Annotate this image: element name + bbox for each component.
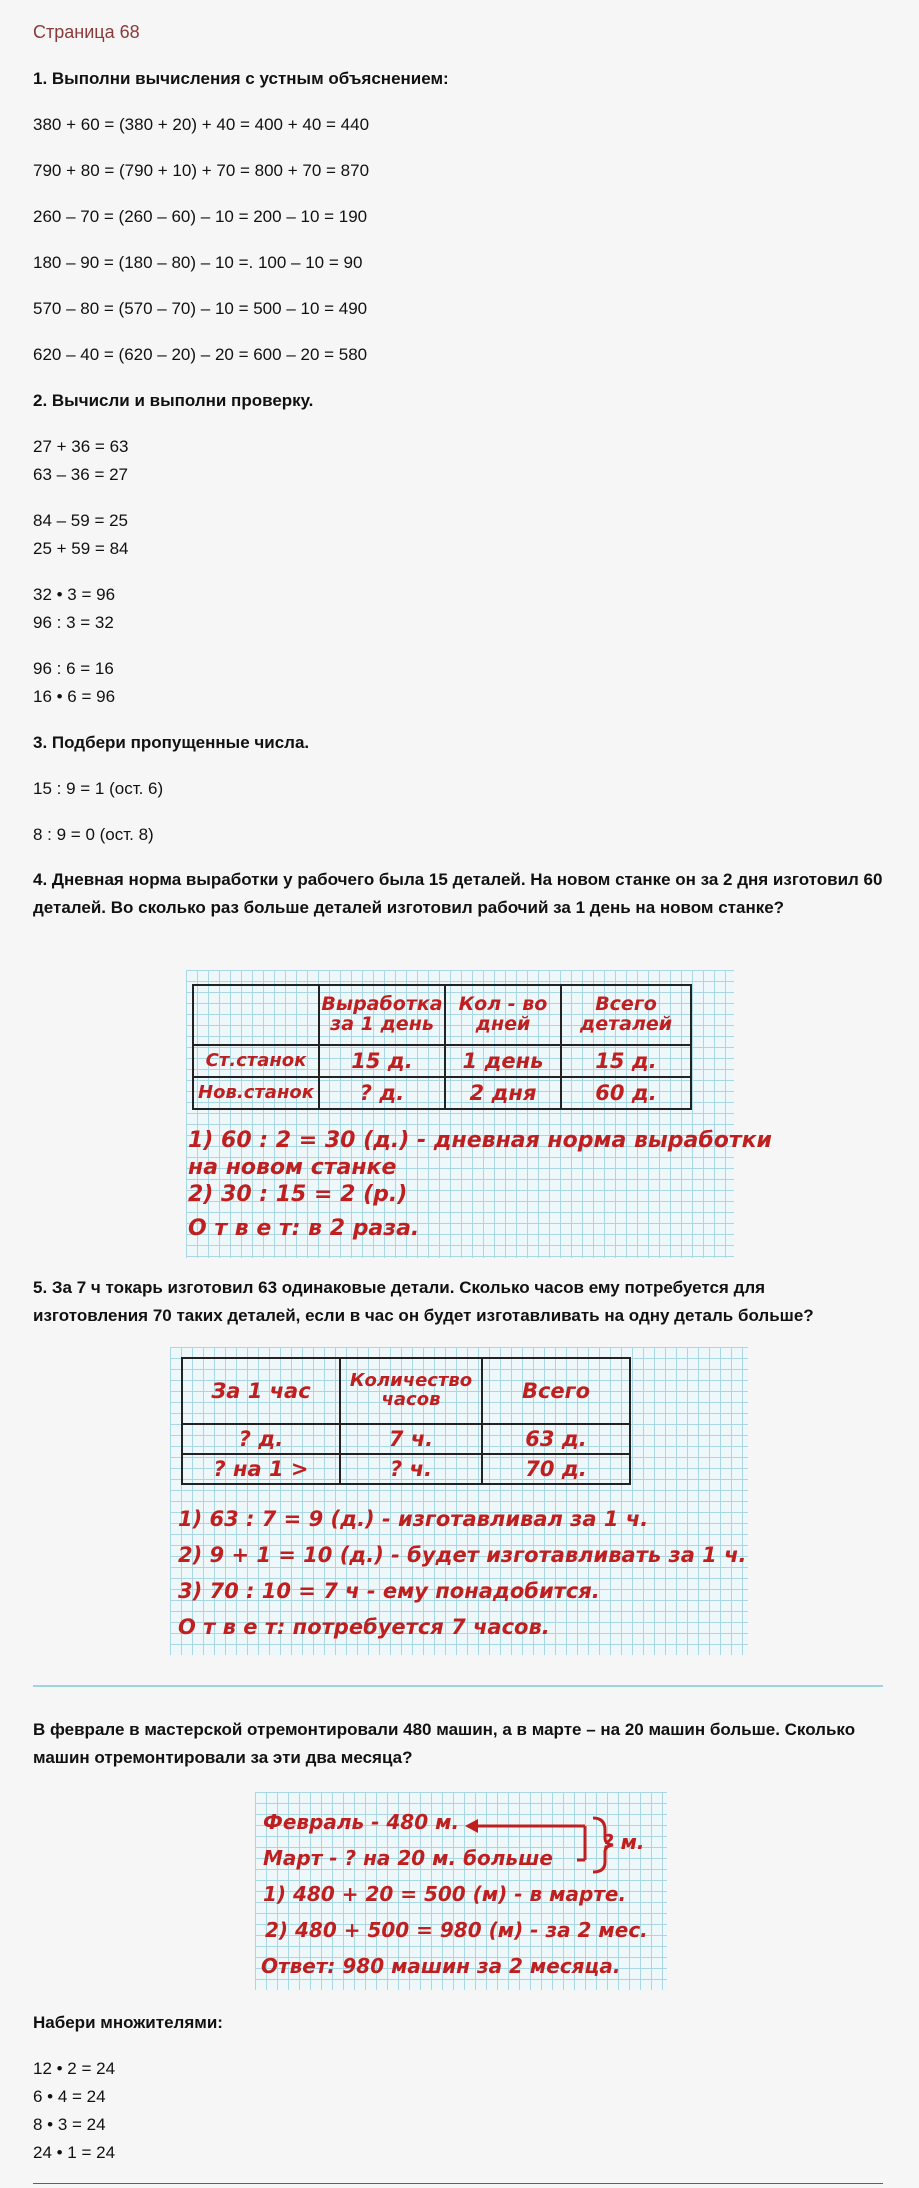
table-cell: 70 д. xyxy=(482,1454,630,1484)
table-header-cell: Всего xyxy=(482,1358,630,1424)
table-cell: ? д. xyxy=(319,1077,445,1109)
table-cell: ? д. xyxy=(182,1424,340,1454)
task2-heading: 2. Вычисли и выполни проверку. xyxy=(33,391,314,410)
task7-line: 24 • 1 = 24 xyxy=(33,2143,116,2162)
task2-line: 96 : 3 = 32 xyxy=(33,613,114,632)
task2-line: 32 • 3 = 96 xyxy=(33,585,116,604)
table-cell: 15 д. xyxy=(561,1045,691,1077)
solution-line: 1) 63 : 7 = 9 (д.) - изготавливал за 1 ч. xyxy=(178,1507,649,1531)
task1-line: 620 – 40 = (620 – 20) – 20 = 600 – 20 = 580 xyxy=(33,345,368,364)
brace-label: ? м. xyxy=(602,1830,645,1854)
task3-line: 8 : 9 = 0 (ост. 8) xyxy=(33,825,154,844)
table-cell: 60 д. xyxy=(561,1077,691,1109)
solution-answer: О т в е т: потребуется 7 часов. xyxy=(178,1615,550,1639)
table-header-cell xyxy=(193,985,319,1045)
table-cell: ? на 1 > xyxy=(182,1454,340,1484)
task7-line: 8 • 3 = 24 xyxy=(33,2115,106,2134)
task1-line: 380 + 60 = (380 + 20) + 40 = 400 + 40 = 440 xyxy=(33,115,370,134)
task2-line: 25 + 59 = 84 xyxy=(33,539,129,558)
page-title: Страница 68 xyxy=(33,22,140,42)
task1-line: 570 – 80 = (570 – 70) – 10 = 500 – 10 = 490 xyxy=(33,299,368,318)
task7-line: 6 • 4 = 24 xyxy=(33,2087,106,2106)
table-cell: 1 день xyxy=(445,1045,561,1077)
table-cell: 2 дня xyxy=(445,1077,561,1109)
task3-line: 15 : 9 = 1 (ост. 6) xyxy=(33,779,164,798)
task7-line: 12 • 2 = 24 xyxy=(33,2059,116,2078)
solution-line: 3) 70 : 10 = 7 ч - ему понадобится. xyxy=(178,1579,600,1603)
table-cell: 15 д. xyxy=(319,1045,445,1077)
solution-answer: Ответ: 980 машин за 2 месяца. xyxy=(261,1954,621,1978)
table-header-cell: Кол - во дней xyxy=(445,985,561,1045)
table-cell: Ст.станок xyxy=(193,1045,319,1077)
arrow-icon xyxy=(465,1814,625,1876)
task2-line: 63 – 36 = 27 xyxy=(33,465,129,484)
table-cell: 63 д. xyxy=(482,1424,630,1454)
task5-text: 5. За 7 ч токарь изготовил 63 одинаковые детали. Сколько часов ему потребуется для изготовления 70 таких деталей, если в час он будет изготавливать на одну деталь больше? xyxy=(33,1278,814,1325)
task2-line: 84 – 59 = 25 xyxy=(33,511,129,530)
task1-line: 260 – 70 = (260 – 60) – 10 = 200 – 10 = 190 xyxy=(33,207,368,226)
section-divider xyxy=(33,2183,883,2184)
task6-solution-image xyxy=(255,1792,667,1990)
task1-heading: 1. Выполни вычисления с устным объяснением: xyxy=(33,69,449,88)
solution-line: 1) 60 : 2 = 30 (д.) - дневная норма выработки xyxy=(188,1128,772,1153)
task2-line: 27 + 36 = 63 xyxy=(33,437,129,456)
table-cell: ? ч. xyxy=(340,1454,482,1484)
task4-solution-image xyxy=(186,970,772,1258)
task5-table xyxy=(181,1357,631,1485)
task1-line: 790 + 80 = (790 + 10) + 70 = 800 + 70 = 870 xyxy=(33,161,370,180)
solution-line: Март - ? на 20 м. больше xyxy=(263,1846,553,1870)
solution-line: 1) 480 + 20 = 500 (м) - в марте. xyxy=(263,1882,627,1906)
task2-line: 16 • 6 = 96 xyxy=(33,687,116,706)
table-cell: 7 ч. xyxy=(340,1424,482,1454)
task3-heading: 3. Подбери пропущенные числа. xyxy=(33,733,310,752)
solution-line: на новом станке xyxy=(188,1155,397,1180)
solution-line: 2) 480 + 500 = 980 (м) - за 2 мес. xyxy=(265,1918,648,1942)
task7-heading: Набери множителями: xyxy=(33,2013,223,2032)
table-cell: Нов.станок xyxy=(193,1077,319,1109)
table-header-cell: За 1 час xyxy=(182,1358,340,1424)
table-header-cell: Количество часов xyxy=(340,1358,482,1424)
solution-answer: О т в е т: в 2 раза. xyxy=(188,1216,420,1241)
task4-text: 4. Дневная норма выработки у рабочего была 15 деталей. На новом станке он за 2 дня изготовил 60 деталей. Во сколько раз больше деталей изготовил рабочий за 1 день на новом станке? xyxy=(33,870,883,917)
solution-line: Февраль - 480 м. xyxy=(263,1810,460,1834)
section-divider xyxy=(33,1685,883,1687)
task4-table xyxy=(192,984,692,1110)
task6-text: В феврале в мастерской отремонтировали 480 машин, а в марте – на 20 машин больше. Сколько машин отремонтировали за эти два месяца? xyxy=(33,1720,856,1767)
solution-line: 2) 9 + 1 = 10 (д.) - будет изготавливать за 1 ч. xyxy=(178,1543,747,1567)
task2-line: 96 : 6 = 16 xyxy=(33,659,114,678)
table-header-cell: Выработка за 1 день xyxy=(319,985,445,1045)
solution-line: 2) 30 : 15 = 2 (р.) xyxy=(188,1182,408,1207)
task1-line: 180 – 90 = (180 – 80) – 10 =. 100 – 10 = 90 xyxy=(33,253,363,272)
table-header-cell: Всего деталей xyxy=(561,985,691,1045)
task5-solution-image xyxy=(170,1347,748,1655)
